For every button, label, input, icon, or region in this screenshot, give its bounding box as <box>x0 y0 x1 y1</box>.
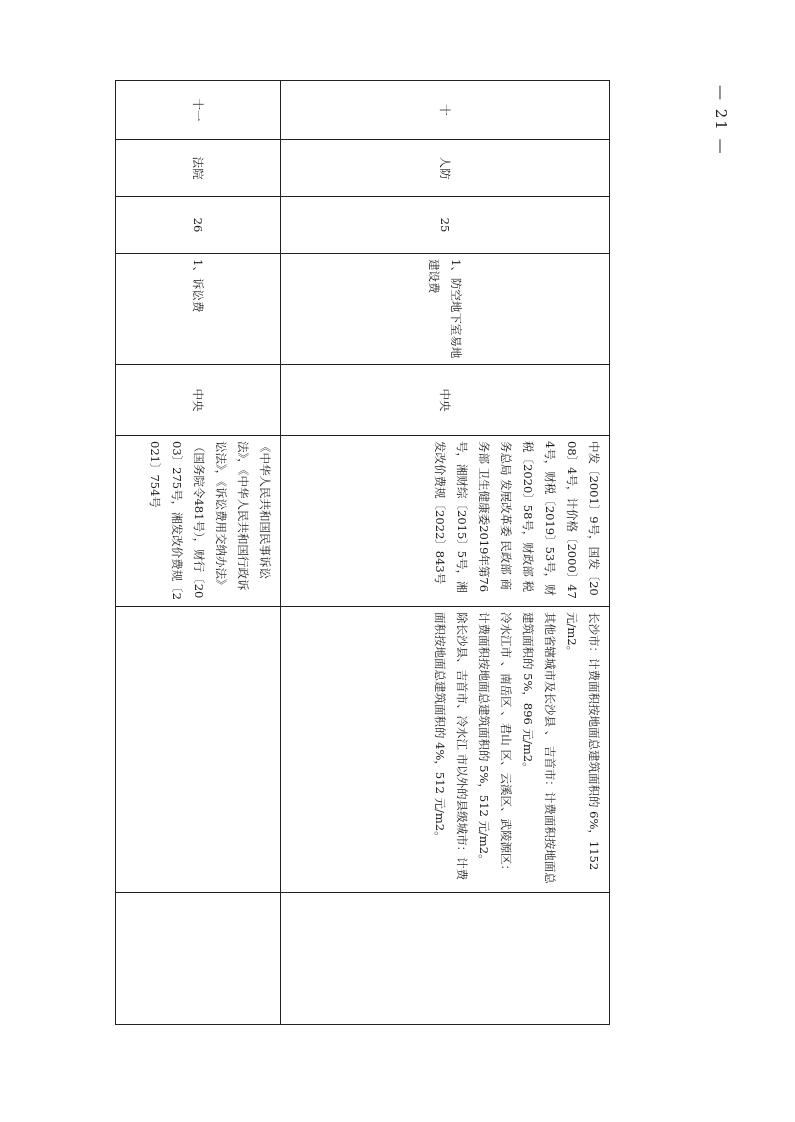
document-page <box>115 80 610 1025</box>
item-number-cell: 26 <box>116 197 281 254</box>
rotated-table-container <box>115 80 610 1025</box>
standard-line: 冷水江市 、南岳区 、君山 区、云溪区、武陵源区：计费面积按地面总建筑面积的 5%，512 元/m2。 <box>477 612 513 876</box>
basis-cell: 中发〔2001〕9号，国发〔2008〕4号，计价格〔2000〕474号，财税〔2019〕53号，财税〔2020〕58号，财政部 税务总局 发展改革委 民政部 商务部 卫生健康委2019年第76号，湘财综〔2015〕5号，湘发改价费规〔2022〕843号 <box>280 436 609 607</box>
standard-line: 除长沙县、吉首市、冷水江 市以外的县级城市：计费面积按地面总建筑面积的 4%，512 元/m2。 <box>433 612 469 881</box>
standard-cell <box>116 607 281 893</box>
table-row <box>116 81 281 1025</box>
standard-line: 长沙市：计费面积按地面总建筑面积的 6%，1152 元/m2。 <box>565 612 601 871</box>
note-cell <box>116 893 281 1025</box>
level-cell: 中央 <box>280 365 609 436</box>
department-cell: 人防 <box>280 140 609 197</box>
category-number-cell: 十一 <box>116 81 281 140</box>
basis-cell: 《中华人民共和国民事诉讼法》，《中华人民共和国行政诉讼法》，《诉讼费用交纳办法》（国务院令481号），财行〔2003〕275号，湘发改价费规〔2021〕754号 <box>116 436 281 607</box>
note-cell <box>280 893 609 1025</box>
fee-table <box>115 80 610 1025</box>
item-number-cell: 25 <box>280 197 609 254</box>
standard-cell <box>280 607 609 893</box>
table-row <box>280 81 609 1025</box>
standard-line: 其他省辖城市及长沙县 、 吉首市：计费面积按地面总建筑面积的 5%，896 元/m2。 <box>521 612 557 884</box>
fee-name-cell: 1、防空地下室易地建设费 <box>280 254 609 365</box>
category-number-cell: 十 <box>280 81 609 140</box>
page-number <box>690 80 750 180</box>
level-cell: 中央 <box>116 365 281 436</box>
fee-name-cell: 1、诉讼费 <box>116 254 281 365</box>
page-number-text: — 21 — <box>712 85 730 156</box>
department-cell: 法院 <box>116 140 281 197</box>
